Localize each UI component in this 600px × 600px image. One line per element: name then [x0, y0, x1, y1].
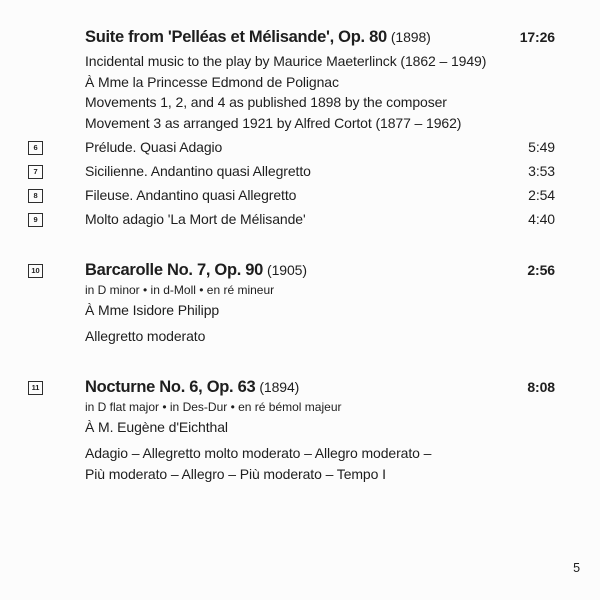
track-number-badge: 11	[28, 381, 43, 395]
work-duration: 2:56	[527, 262, 555, 278]
track-row	[0, 183, 555, 207]
work-title-line	[85, 376, 527, 398]
work-key-line: in D minor • in d-Moll • en ré mineur	[85, 283, 275, 297]
work-tempo-line: Allegretto moderato	[85, 328, 206, 344]
track-number-badge: 9	[28, 213, 43, 227]
suite-description-line: Movement 3 as arranged 1921 by Alfred Cortot (1877 – 1962)	[85, 114, 462, 131]
track-title: Prélude. Quasi Adagio	[85, 139, 223, 155]
work-tempo-line: Adagio – Allegretto molto moderato – Allegro moderato –	[85, 445, 432, 461]
work-tempo-block	[0, 326, 555, 347]
track-number-badge: 10	[28, 264, 43, 278]
suite-title-line	[85, 26, 520, 48]
work-dedication: À Mme Isidore Philipp	[85, 302, 220, 318]
suite-description-line: Movements 1, 2, and 4 as published 1898 by the composer	[85, 94, 447, 110]
work-dedication: À M. Eugène d'Eichthal	[85, 419, 228, 435]
track-row	[0, 159, 555, 183]
suite-description-line: Incidental music to the play by Maurice Maeterlinck (1862 – 1949)	[85, 53, 487, 69]
track-row	[0, 135, 555, 159]
suite-title: Suite from 'Pelléas et Mélisande', Op. 80	[85, 28, 387, 46]
track-row	[0, 207, 555, 231]
track-title: Fileuse. Andantino quasi Allegretto	[85, 187, 297, 203]
work-title: Nocturne No. 6, Op. 63	[85, 378, 256, 396]
work-nocturne	[0, 376, 555, 485]
suite-duration: 17:26	[519, 29, 555, 45]
track-number-badge: 6	[28, 141, 43, 155]
work-title-row	[0, 259, 555, 281]
track-number-badge: 8	[28, 189, 43, 203]
work-title-line	[85, 259, 527, 281]
work-title: Barcarolle No. 7, Op. 90	[85, 261, 264, 279]
track-number-badge: 7	[28, 165, 43, 179]
suite-year: (1898)	[390, 29, 431, 45]
work-tempo-line: Più moderato – Allegro – Più moderato – Tempo I	[85, 466, 386, 482]
track-title: Sicilienne. Andantino quasi Allegretto	[85, 163, 311, 179]
work-key-line: in D flat major • in Des-Dur • en ré bémol majeur	[85, 400, 342, 414]
work-duration: 8:08	[527, 379, 555, 395]
work-title-row	[0, 376, 555, 398]
work-tempo-block	[0, 443, 555, 485]
track-duration: 3:53	[528, 163, 555, 179]
track-duration: 4:40	[528, 211, 555, 227]
track-duration: 5:49	[528, 139, 555, 155]
suite-track-list	[0, 135, 555, 231]
work-year: (1894)	[259, 379, 300, 395]
page-number: 5	[573, 561, 580, 575]
work-barcarolle	[0, 259, 555, 347]
suite-title-row	[0, 26, 555, 48]
work-year: (1905)	[267, 262, 307, 278]
suite-dedication-line: À Mme la Princesse Edmond de Polignac	[85, 73, 339, 90]
track-duration: 2:54	[528, 187, 555, 203]
suite-description	[0, 51, 555, 133]
track-title: Molto adagio 'La Mort de Mélisande'	[85, 211, 306, 227]
